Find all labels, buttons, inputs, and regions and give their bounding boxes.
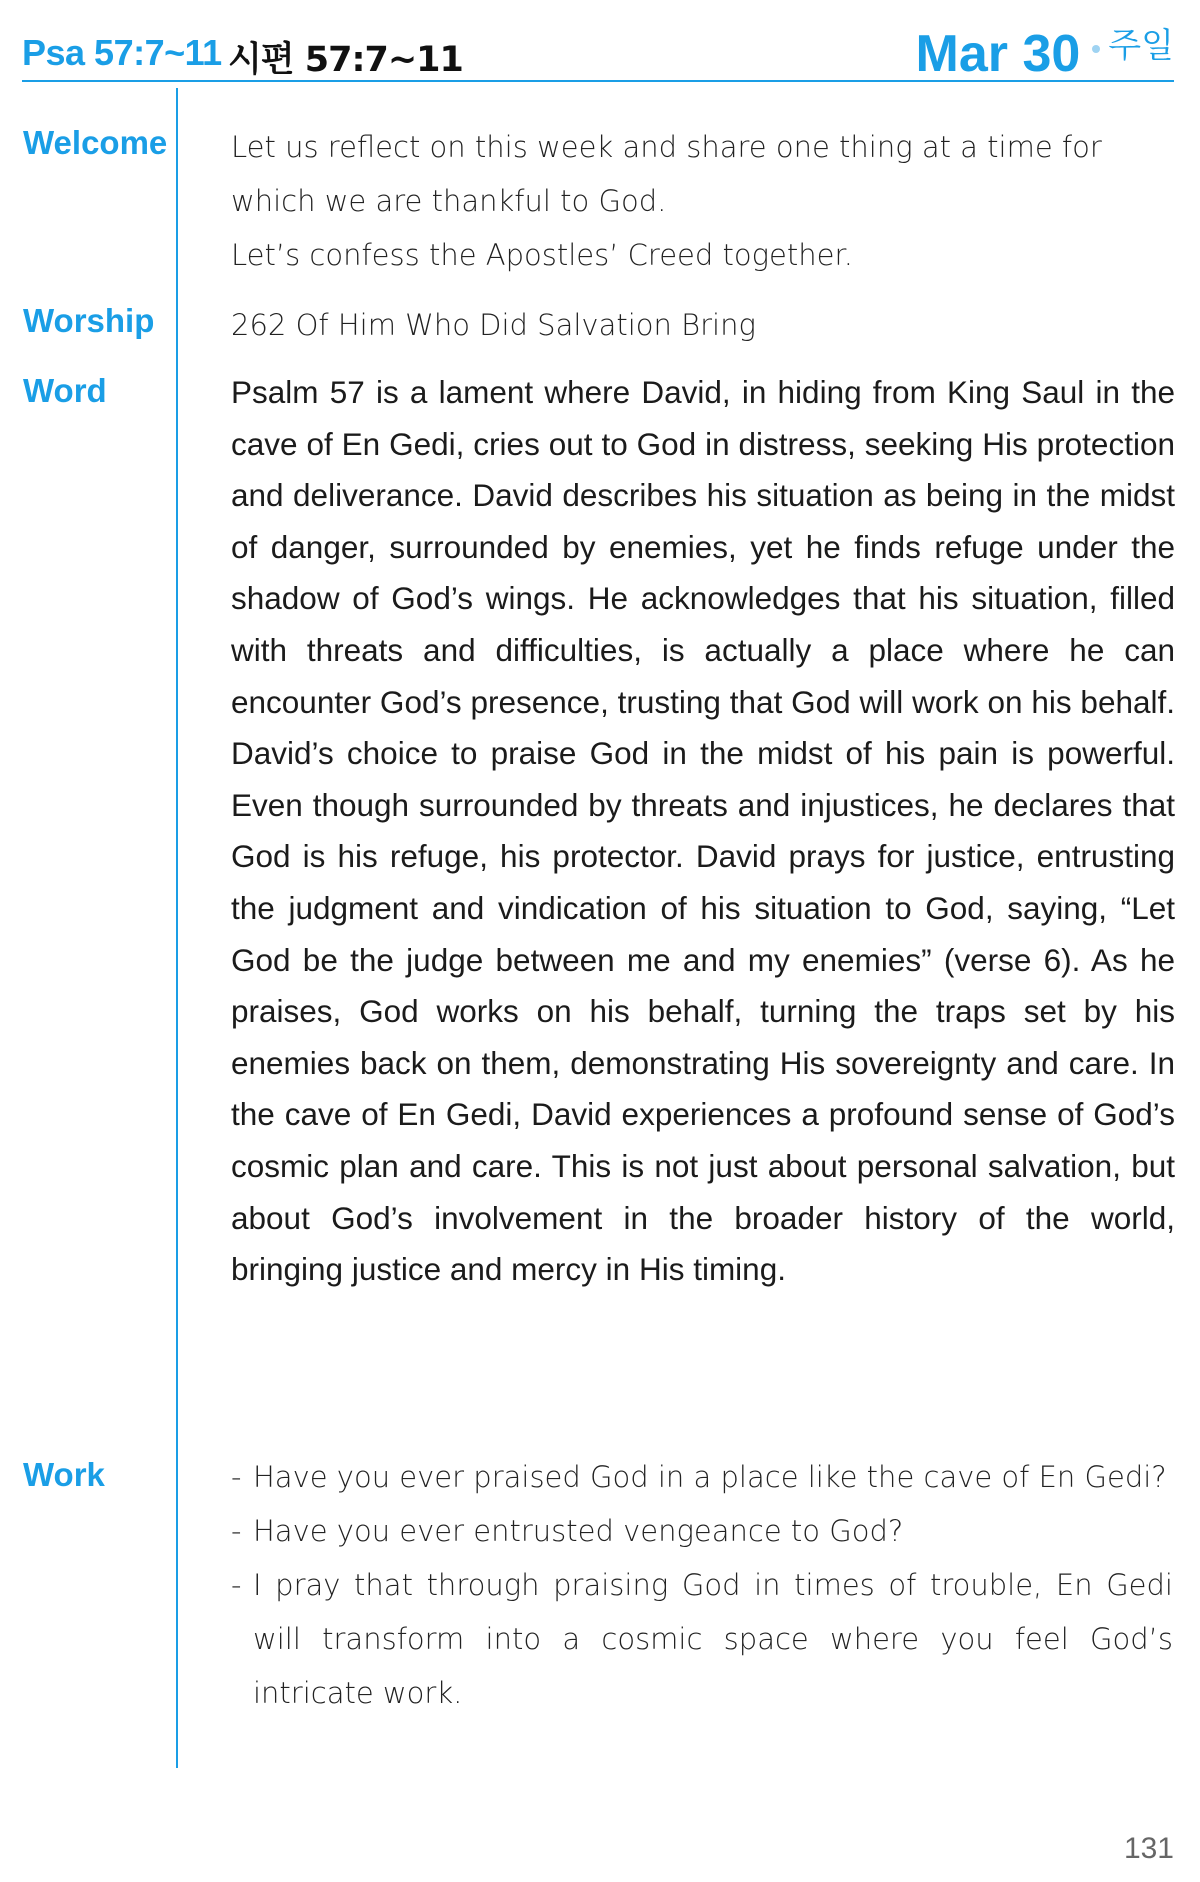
welcome-label: Welcome	[23, 124, 168, 161]
work-item	[231, 1450, 1173, 1504]
scripture-reference-ko: 시편 57:7~11	[228, 40, 463, 80]
scripture-reference-en: Psa 57:7~11	[22, 32, 222, 73]
day-of-week: 주일	[1108, 26, 1174, 66]
worship-hymn: 262 Of Him Who Did Salvation Bring	[231, 308, 756, 342]
dash-bullet-icon: -	[231, 1514, 242, 1548]
word-label: Word	[23, 372, 107, 409]
word-body: Psalm 57 is a lament where David, in hiding from King Saul in the cave of En Gedi, cries out to God in distress, seeking His protection and deliverance. David describes his situation as being in the midst of danger, surrounded by enemies, yet he finds refuge under the shadow of God’s wings. He acknowledges that his situation, filled with threats and difficulties, is actually a place where he can encounter God’s presence, trusting that God will work on his behalf. David’s choice to praise God in the midst of his pain is powerful. Even though surrounded by threats and injustices, he declares that God is his refuge, his protector. David prays for justice, entrusting the judgment and vindication of his situation to God, saying, “Let God be the judge between me and my enemies” (verse 6). As he praises, God works on his behalf, turning the traps set by his enemies back on them, demonstrating His sovereignty and care. In the cave of En Gedi, David experiences a profound sense of God’s cosmic plan and care. This is not just about personal salvation, but about God’s involvement in the broader history of the world, bringing justice and mercy in His timing.	[231, 374, 1175, 1288]
work-item-text: Have you ever praised God in a place like the cave of En Gedi?	[253, 1460, 1167, 1494]
work-item-text: Have you ever entrusted vengeance to God?	[253, 1514, 904, 1548]
column-divider	[176, 88, 178, 1768]
work-question-list	[231, 1450, 1173, 1720]
work-item	[231, 1504, 1173, 1558]
welcome-line-1: Let us reflect on this week and share one thing at a time for which we are thankful to God.	[231, 130, 1102, 218]
date: Mar 30	[915, 25, 1081, 83]
page-header	[22, 14, 1174, 82]
welcome-line-2: Let’s confess the Apostles’ Creed together.	[231, 238, 853, 272]
worship-label: Worship	[23, 302, 155, 339]
work-item-text: I pray that through praising God in times of trouble, En Gedi will transform into a cosmic space where you feel God’s intricate work.	[253, 1568, 1173, 1710]
work-label: Work	[23, 1456, 105, 1493]
welcome-content	[231, 120, 1173, 282]
work-item	[231, 1558, 1173, 1720]
page-number: 131	[1123, 1832, 1174, 1865]
dash-bullet-icon: -	[231, 1460, 242, 1494]
work-content	[231, 1450, 1173, 1720]
separator-dot-icon	[1092, 45, 1100, 53]
date-block	[915, 18, 1174, 83]
dash-bullet-icon: -	[231, 1568, 242, 1602]
